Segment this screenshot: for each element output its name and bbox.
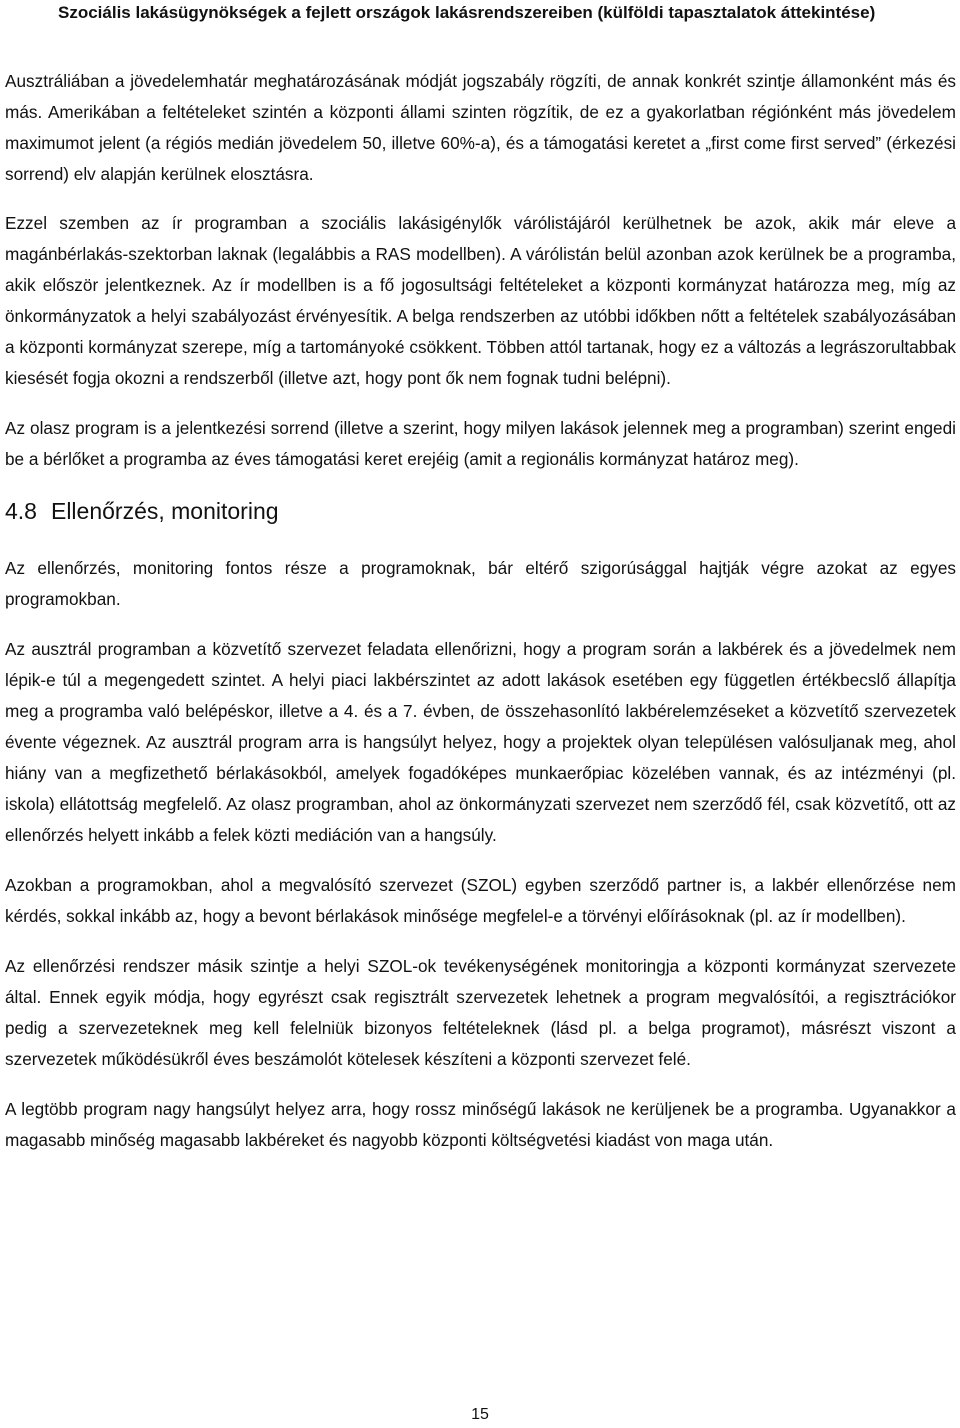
paragraph: Az ellenőrzési rendszer másik szintje a helyi SZOL-ok tevékenységének monitoringja a központi kormányzat szervezete által. Ennek egyik módja, hogy egyrészt csak regisztrált szervezetek lehetnek a program megvalósítói, a regisztrációkor pedig a szervezeteknek meg kell felelniük bizonyos feltételeknek (lásd pl. a belga programot), másrészt viszont a szervezetek működésükről éves beszámolót kötelesek készíteni a központi szervezet felé. bbox=[5, 956, 956, 1069]
paragraph: Ezzel szemben az ír programban a szociális lakásigénylők várólistájáról kerülhetnek be azok, akik már eleve a magánbérlakás-szektorban laknak (legalábbis a RAS modellben). A várólistán belül azonban azok kerülnek be a programba, akik először jelentkeznek. Az ír modellben is a fő jogosultsági feltételeket a központi kormányzat határozza meg, míg az önkormányzatok a helyi szabályozást érvényesítik. A belga rendszerben az utóbbi időkben nőtt a feltételek szabályozásában a központi kormányzat szerepe, míg a tartományoké csökkent. Többen attól tartanak, hogy ez a változás a legrászorultabbak kiesését fogja okozni a rendszerből (illetve azt, hogy pont ők nem fognak tudni belépni). bbox=[5, 213, 956, 388]
paragraph: Az ausztrál programban a közvetítő szervezet feladata ellenőrizni, hogy a program során a lakbérek és a jövedelmek nem lépik-e túl a megengedett szintet. A helyi piaci lakbérszintet az adott lakások esetében egy független értékbecslő állapítja meg a programba való belépéskor, illetve a 4. és a 7. évben, de összehasonlító lakbérelemzéseket a közvetítő szervezetek évente végeznek. Az ausztrál program arra is hangsúlyt helyez, hogy a projektek olyan településen valósuljanak meg, ahol hiány van a megfizethető bérlakásokból, amelyek fogadóképes munkaerőpiac közelében vannak, és az intézményi (pl. iskola) ellátottság megfelelő. Az olasz programban, ahol az önkormányzati szervezet nem szerződő fél, csak közvetítő, ott az ellenőrzés helyett inkább a felek közti mediáción van a hangsúly. bbox=[5, 639, 956, 845]
section-heading bbox=[5, 495, 956, 527]
running-header: Szociális lakásügynökségek a fejlett országok lakásrendszereiben (külföldi tapasztalatok áttekintése) bbox=[58, 3, 876, 22]
paragraph: Azokban a programokban, ahol a megvalósító szervezet (SZOL) egyben szerződő partner is, a lakbér ellenőrzése nem kérdés, sokkal inkább az, hogy a bevont bérlakások minősége megfelel-e a törvényi előírásoknak (pl. az ír modellben). bbox=[5, 875, 956, 926]
section-number: 4.8 bbox=[5, 498, 37, 524]
page-number: 15 bbox=[471, 1406, 489, 1423]
paragraph: Az olasz program is a jelentkezési sorrend (illetve a szerint, hogy milyen lakások jelennek meg a programban) szerint engedi be a bérlőket a programba az éves támogatási keret erejéig (amit a regionális kormányzat határoz meg). bbox=[5, 418, 956, 469]
paragraph: A legtöbb program nagy hangsúlyt helyez arra, hogy rossz minőségű lakások ne kerüljenek be a programba. Ugyanakkor a magasabb minőség magasabb lakbéreket és nagyobb központi költségvetési kiadást von maga után. bbox=[5, 1099, 956, 1150]
paragraph: Az ellenőrzés, monitoring fontos része a programoknak, bár eltérő szigorúsággal hajtják végre azokat az egyes programokban. bbox=[5, 558, 956, 609]
section-title: Ellenőrzés, monitoring bbox=[50, 498, 279, 524]
page-content bbox=[5, 66, 956, 1156]
paragraph: Ausztráliában a jövedelemhatár meghatározásának módját jogszabály rögzíti, de annak konkrét szintje államonként más és más. Amerikában a feltételeket szintén a központi állami szinten rögzítik, de ez a gyakorlatban régiónként más jövedelem maximumot jelent (a régiós medián jövedelem 50, illetve 60%-a), és a támogatási keretet a „first come first served” (érkezési sorrend) elv alapján kerülnek elosztásra. bbox=[5, 71, 956, 184]
